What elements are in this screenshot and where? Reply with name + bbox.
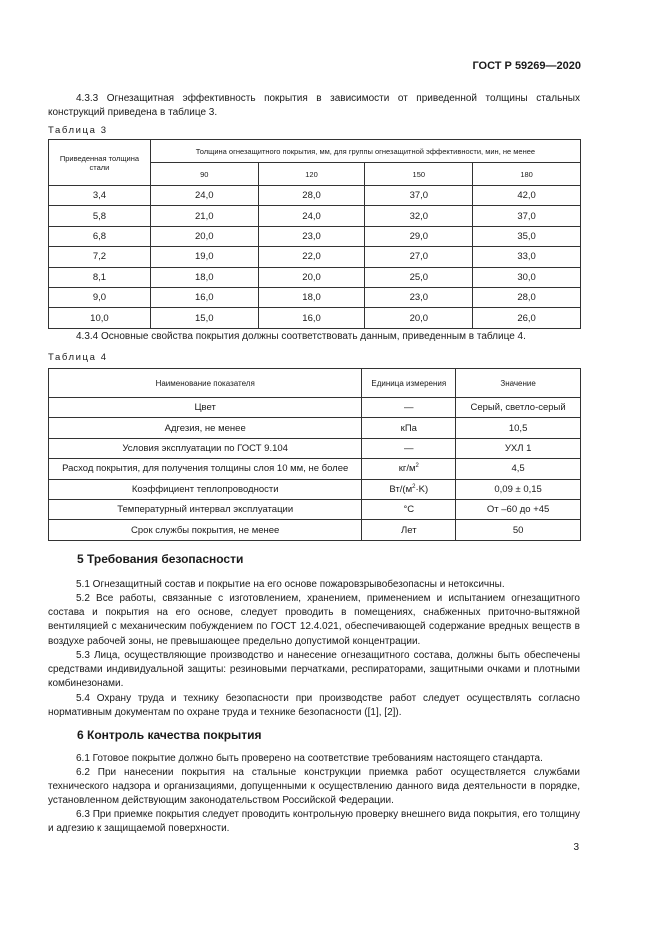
table3-coating-thickness-cell: 25,0 bbox=[365, 267, 473, 287]
paragraph-5-1: 5.1 Огнезащитный состав и покрытие на его основе пожаровзрывобезопасны и нетоксичны. bbox=[76, 579, 505, 590]
unit-text: Вт/(м bbox=[389, 483, 413, 495]
table3-group-180: 180 bbox=[473, 163, 581, 186]
page-number: 3 bbox=[573, 842, 579, 853]
paragraph-6-2: 6.2 При нанесении покрытия на стальные конструкции приемка работ осуществляется службами технического надзора и организациями, допущенными к осуществлению данного вида деятельности в порядке, установленном действующим законодательством Российской Федерации. bbox=[48, 767, 580, 807]
table3-steel-thickness-cell: 3,4 bbox=[49, 186, 151, 206]
table4-caption: Таблица 4 bbox=[48, 352, 108, 363]
table4-property-name-cell: Расход покрытия, для получения толщины слоя 10 мм, не более bbox=[49, 459, 362, 479]
table4-header-value: Значение bbox=[456, 369, 581, 398]
table3-coating-thickness-cell: 16,0 bbox=[150, 287, 258, 307]
table4-header-unit: Единица измерения bbox=[362, 369, 456, 398]
table3-group-header: Толщина огнезащитного покрытия, мм, для группы огнезащитной эффективности, мин, не менее bbox=[150, 140, 580, 163]
table3-steel-thickness-cell: 7,2 bbox=[49, 247, 151, 267]
table3-coating-thickness-cell: 18,0 bbox=[150, 267, 258, 287]
table3-coating-thickness-cell: 42,0 bbox=[473, 186, 581, 206]
table4-unit-cell bbox=[362, 418, 456, 438]
table3-col1-header: Приведенная толщина стали bbox=[49, 140, 151, 186]
table3-coating-thickness-cell: 35,0 bbox=[473, 226, 581, 246]
table-row bbox=[49, 186, 581, 206]
unit-text: кПа bbox=[400, 422, 417, 434]
table4-value-cell: От –60 до +45 bbox=[456, 499, 581, 519]
table3-coating-thickness-cell: 28,0 bbox=[258, 186, 365, 206]
table-row bbox=[49, 247, 581, 267]
table3-steel-thickness-cell: 10,0 bbox=[49, 308, 151, 328]
table3-group-120: 120 bbox=[258, 163, 365, 186]
table3-coating-thickness-cell: 23,0 bbox=[258, 226, 365, 246]
table3-coating-thickness-cell: 30,0 bbox=[473, 267, 581, 287]
table3-coating-thickness-cell: 23,0 bbox=[365, 287, 473, 307]
unit-text: Лет bbox=[401, 524, 417, 536]
table4-unit-cell bbox=[362, 520, 456, 540]
unit-text: — bbox=[404, 402, 414, 414]
table4-unit-cell bbox=[362, 398, 456, 418]
table4-property-name-cell: Температурный интервал эксплуатации bbox=[49, 499, 362, 519]
table4-property-name-cell: Коэффициент теплопроводности bbox=[49, 479, 362, 499]
unit-text: °С bbox=[403, 504, 415, 516]
table4-header-name: Наименование показателя bbox=[49, 369, 362, 398]
table4-property-name-cell: Цвет bbox=[49, 398, 362, 418]
table4-value-cell: 0,09 ± 0,15 bbox=[456, 479, 581, 499]
table3-steel-thickness-cell: 9,0 bbox=[49, 287, 151, 307]
table3-coating-thickness-cell: 20,0 bbox=[258, 267, 365, 287]
table-row bbox=[49, 499, 581, 519]
paragraph-4-3-3: 4.3.3 Огнезащитная эффективность покрытия в зависимости от приведенной толщины стальных конструкций приведена в таблице 3. bbox=[48, 93, 580, 119]
table3-coating-thickness-cell: 16,0 bbox=[258, 308, 365, 328]
table4-unit-cell bbox=[362, 499, 456, 519]
table4-property-name-cell: Срок службы покрытия, не менее bbox=[49, 520, 362, 540]
table3-coating-thickness-cell: 27,0 bbox=[365, 247, 473, 267]
table-row bbox=[49, 520, 581, 540]
table4-property-name-cell: Адгезия, не менее bbox=[49, 418, 362, 438]
paragraph-5-4: 5.4 Охрану труда и технику безопасности при производстве работ следует осуществлять согласно нормативным документам по охране труда и технике безопасности ([1], [2]). bbox=[48, 693, 580, 719]
table4-value-cell: 50 bbox=[456, 520, 581, 540]
table3-steel-thickness-cell: 8,1 bbox=[49, 267, 151, 287]
table3-coating-thickness-cell: 18,0 bbox=[258, 287, 365, 307]
unit-text: кг/м bbox=[398, 463, 416, 475]
document-code: ГОСТ Р 59269—2020 bbox=[472, 60, 581, 72]
table3-group-150: 150 bbox=[365, 163, 473, 186]
paragraph-4-3-4: 4.3.4 Основные свойства покрытия должны соответствовать данным, приведенным в таблице 4. bbox=[76, 331, 526, 342]
paragraph-5-3: 5.3 Лица, осуществляющие производство и нанесение огнезащитного состава, должны быть обеспечены средствами индивидуальной защиты: резиновыми перчатками, респираторами, защитными очками и плотными комбинезонами. bbox=[48, 650, 580, 690]
table3-coating-thickness-cell: 21,0 bbox=[150, 206, 258, 226]
table4-value-cell: 10,5 bbox=[456, 418, 581, 438]
table4-unit-cell bbox=[362, 438, 456, 458]
table4-property-name-cell: Условия эксплуатации по ГОСТ 9.104 bbox=[49, 438, 362, 458]
table3-coating-thickness-cell: 20,0 bbox=[365, 308, 473, 328]
table-row bbox=[49, 308, 581, 328]
table-row bbox=[49, 398, 581, 418]
section6-title: 6 Контроль качества покрытия bbox=[77, 728, 262, 742]
table-row bbox=[49, 479, 581, 499]
table-row bbox=[49, 438, 581, 458]
table3-coating-thickness-cell: 26,0 bbox=[473, 308, 581, 328]
table4 bbox=[48, 368, 581, 541]
table3-coating-thickness-cell: 24,0 bbox=[150, 186, 258, 206]
table-row bbox=[49, 226, 581, 246]
unit-superscript: 2 bbox=[415, 463, 419, 470]
table-row bbox=[49, 206, 581, 226]
table3-steel-thickness-cell: 5,8 bbox=[49, 206, 151, 226]
table3-coating-thickness-cell: 28,0 bbox=[473, 287, 581, 307]
unit-superscript: 2 bbox=[412, 483, 416, 490]
table3-coating-thickness-cell: 22,0 bbox=[258, 247, 365, 267]
table4-value-cell: УХЛ 1 bbox=[456, 438, 581, 458]
table4-unit-cell bbox=[362, 459, 456, 479]
table3-coating-thickness-cell: 37,0 bbox=[473, 206, 581, 226]
table4-value-cell: Серый, светло-серый bbox=[456, 398, 581, 418]
table3-coating-thickness-cell: 19,0 bbox=[150, 247, 258, 267]
table4-value-cell: 4,5 bbox=[456, 459, 581, 479]
table3 bbox=[48, 139, 581, 329]
table3-coating-thickness-cell: 32,0 bbox=[365, 206, 473, 226]
table3-caption: Таблица 3 bbox=[48, 125, 108, 136]
paragraph-6-1: 6.1 Готовое покрытие должно быть проверено на соответствие требованиям настоящего стандарта. bbox=[76, 753, 543, 764]
paragraph-5-2: 5.2 Все работы, связанные с изготовлением, хранением, применением и испытанием огнезащитного состава и покрытия на его основе, следует проводить в помещениях, снабженных приточно-вытяжной вентиляцией с механическим побуждением по ГОСТ 12.4.021, обеспечивающей содержание вредных веществ в воздухе рабочей зоны, не превышающее предельно допустимой концентрации. bbox=[48, 593, 580, 647]
table3-coating-thickness-cell: 33,0 bbox=[473, 247, 581, 267]
table3-steel-thickness-cell: 6,8 bbox=[49, 226, 151, 246]
table-row bbox=[49, 418, 581, 438]
table3-coating-thickness-cell: 37,0 bbox=[365, 186, 473, 206]
table3-coating-thickness-cell: 20,0 bbox=[150, 226, 258, 246]
unit-tail: ·K) bbox=[415, 483, 429, 495]
table-row bbox=[49, 459, 581, 479]
unit-text: — bbox=[404, 442, 414, 454]
section5-title: 5 Требования безопасности bbox=[77, 552, 244, 566]
table3-coating-thickness-cell: 15,0 bbox=[150, 308, 258, 328]
table4-unit-cell bbox=[362, 479, 456, 499]
table3-coating-thickness-cell: 24,0 bbox=[258, 206, 365, 226]
table3-coating-thickness-cell: 29,0 bbox=[365, 226, 473, 246]
paragraph-6-3: 6.3 При приемке покрытия следует проводить контрольную проверку внешнего вида покрытия, его толщину и адгезию к защищаемой поверхности. bbox=[48, 809, 580, 835]
table-row bbox=[49, 267, 581, 287]
table-row bbox=[49, 287, 581, 307]
table3-group-90: 90 bbox=[150, 163, 258, 186]
